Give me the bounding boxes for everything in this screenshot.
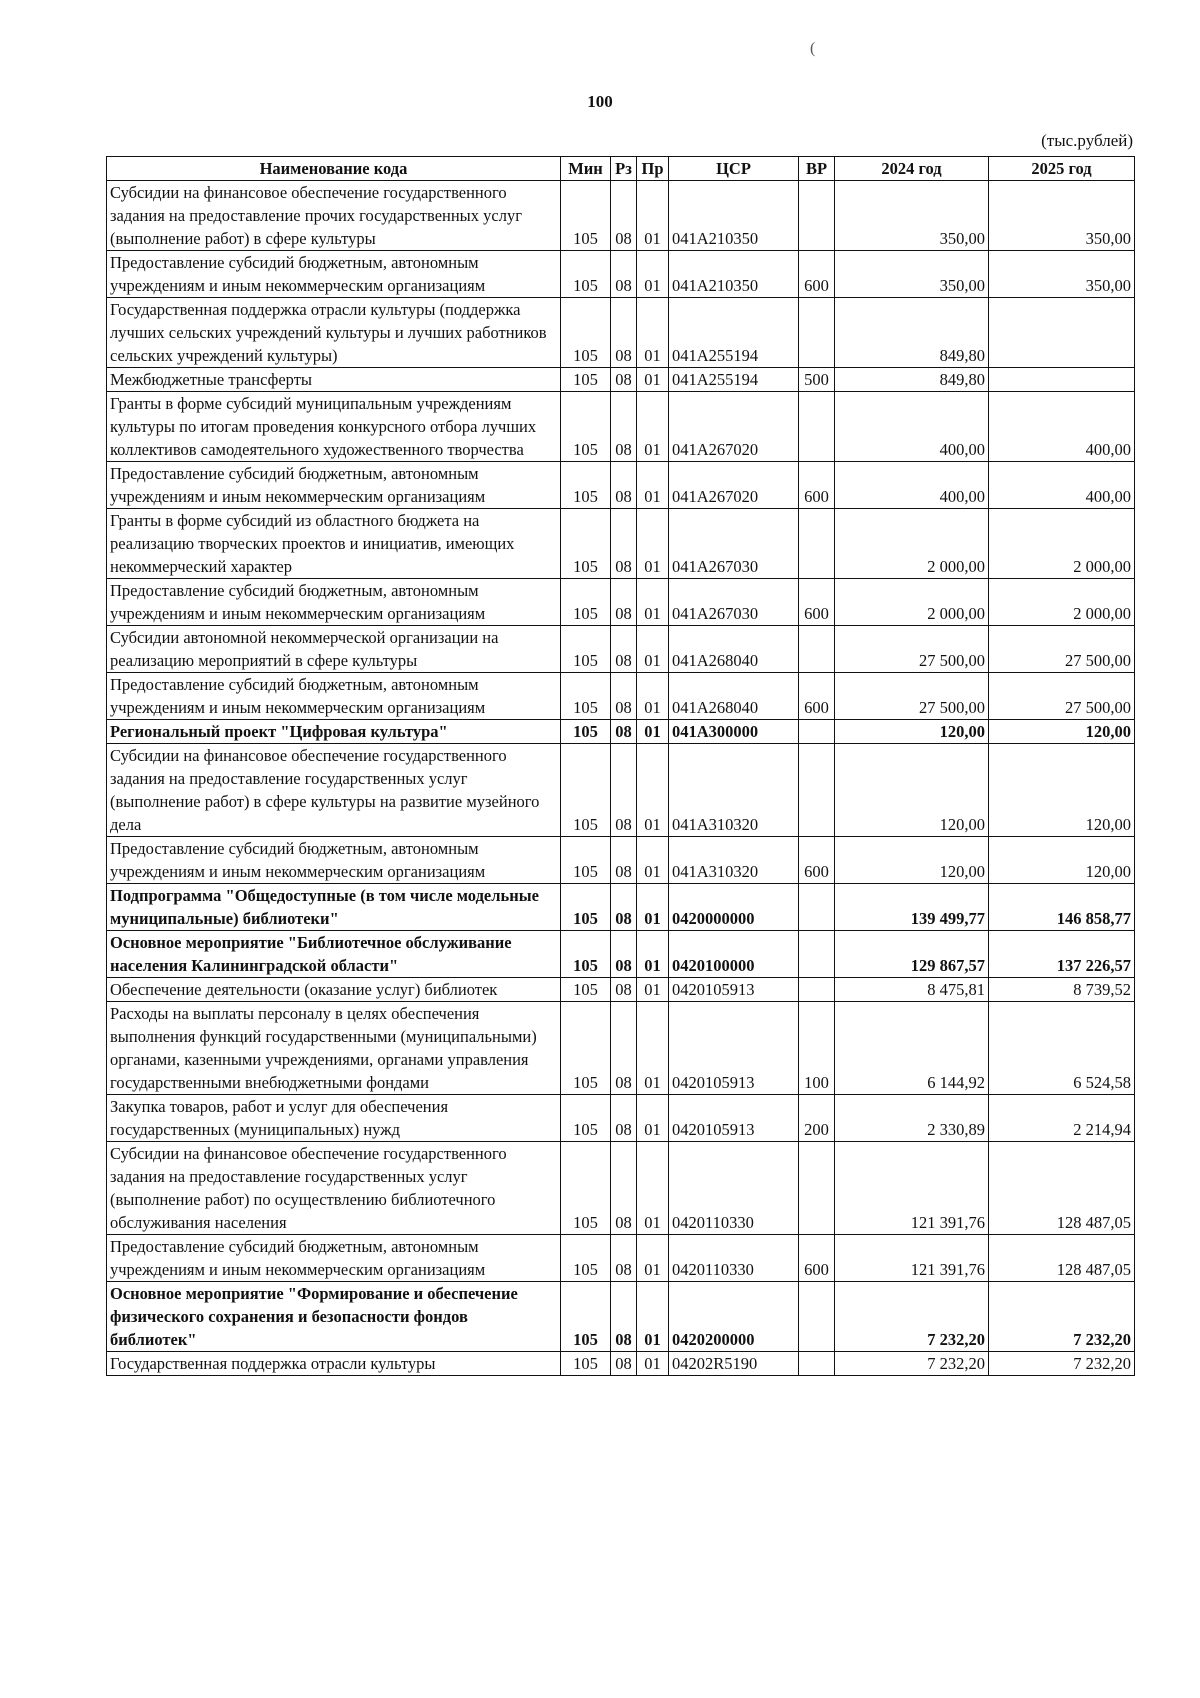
cell-rz: 08 <box>611 837 637 884</box>
cell-csr: 0420200000 <box>669 1282 799 1352</box>
cell-2025: 400,00 <box>989 462 1135 509</box>
cell-rz: 08 <box>611 1352 637 1376</box>
cell-pr: 01 <box>637 884 669 931</box>
cell-2024: 27 500,00 <box>835 673 989 720</box>
cell-2024: 400,00 <box>835 392 989 462</box>
cell-csr: 041A267030 <box>669 579 799 626</box>
cell-2024: 120,00 <box>835 837 989 884</box>
cell-vr <box>799 392 835 462</box>
table-row <box>107 1282 1135 1352</box>
cell-2025: 27 500,00 <box>989 626 1135 673</box>
cell-2025: 400,00 <box>989 392 1135 462</box>
cell-2024: 139 499,77 <box>835 884 989 931</box>
cell-2024: 27 500,00 <box>835 626 989 673</box>
cell-2024: 350,00 <box>835 181 989 251</box>
cell-name: Предоставление субсидий бюджетным, автономным учреждениям и иным некоммерческим организациям <box>107 579 561 626</box>
cell-csr: 041A267020 <box>669 462 799 509</box>
table-row <box>107 392 1135 462</box>
cell-2024: 7 232,20 <box>835 1282 989 1352</box>
header-rz: Рз <box>611 157 637 181</box>
cell-vr <box>799 744 835 837</box>
cell-csr: 0420100000 <box>669 931 799 978</box>
cell-name: Закупка товаров, работ и услуг для обеспечения государственных (муниципальных) нужд <box>107 1095 561 1142</box>
cell-csr: 041A255194 <box>669 368 799 392</box>
cell-2024: 400,00 <box>835 462 989 509</box>
cell-min: 105 <box>561 1235 611 1282</box>
cell-2025: 7 232,20 <box>989 1352 1135 1376</box>
table-row <box>107 720 1135 744</box>
cell-pr: 01 <box>637 1352 669 1376</box>
cell-2025: 120,00 <box>989 744 1135 837</box>
cell-name: Субсидии на финансовое обеспечение государственного задания на предоставление прочих государственных услуг (выполнение работ) в сфере культуры <box>107 181 561 251</box>
cell-name: Расходы на выплаты персоналу в целях обеспечения выполнения функций государственными (муниципальными) органами, казенными учреждениями, органами управления государственными внебюджетными фондами <box>107 1002 561 1095</box>
cell-rz: 08 <box>611 298 637 368</box>
cell-rz: 08 <box>611 509 637 579</box>
cell-csr: 04202R5190 <box>669 1352 799 1376</box>
table-row <box>107 1352 1135 1376</box>
cell-pr: 01 <box>637 368 669 392</box>
cell-2024: 120,00 <box>835 720 989 744</box>
table-row <box>107 579 1135 626</box>
cell-2025: 146 858,77 <box>989 884 1135 931</box>
cell-2025: 128 487,05 <box>989 1142 1135 1235</box>
cell-min: 105 <box>561 626 611 673</box>
cell-rz: 08 <box>611 1142 637 1235</box>
cell-csr: 0420000000 <box>669 884 799 931</box>
table-row <box>107 931 1135 978</box>
cell-min: 105 <box>561 673 611 720</box>
cell-pr: 01 <box>637 181 669 251</box>
cell-2024: 8 475,81 <box>835 978 989 1002</box>
budget-table <box>106 156 1135 1376</box>
cell-vr: 600 <box>799 579 835 626</box>
cell-name: Региональный проект "Цифровая культура" <box>107 720 561 744</box>
header-2025: 2025 год <box>989 157 1135 181</box>
cell-vr <box>799 1352 835 1376</box>
cell-rz: 08 <box>611 462 637 509</box>
cell-rz: 08 <box>611 181 637 251</box>
cell-2025: 137 226,57 <box>989 931 1135 978</box>
cell-2025: 27 500,00 <box>989 673 1135 720</box>
cell-name: Субсидии автономной некоммерческой организации на реализацию мероприятий в сфере культуры <box>107 626 561 673</box>
header-csr: ЦСР <box>669 157 799 181</box>
stray-mark: ( <box>810 40 816 57</box>
cell-min: 105 <box>561 837 611 884</box>
cell-name: Субсидии на финансовое обеспечение государственного задания на предоставление государственных услуг (выполнение работ) по осуществлению библиотечного обслуживания населения <box>107 1142 561 1235</box>
cell-rz: 08 <box>611 1095 637 1142</box>
cell-vr: 500 <box>799 368 835 392</box>
cell-csr: 041A268040 <box>669 626 799 673</box>
cell-name: Гранты в форме субсидий из областного бюджета на реализацию творческих проектов и инициатив, имеющих некоммерческий характер <box>107 509 561 579</box>
cell-vr <box>799 720 835 744</box>
cell-vr <box>799 509 835 579</box>
cell-rz: 08 <box>611 251 637 298</box>
cell-vr: 600 <box>799 1235 835 1282</box>
cell-name: Предоставление субсидий бюджетным, автономным учреждениям и иным некоммерческим организациям <box>107 673 561 720</box>
cell-2024: 849,80 <box>835 298 989 368</box>
cell-2024: 2 000,00 <box>835 509 989 579</box>
table-row <box>107 837 1135 884</box>
cell-pr: 01 <box>637 579 669 626</box>
cell-vr: 600 <box>799 251 835 298</box>
header-vr: ВР <box>799 157 835 181</box>
cell-csr: 041A210350 <box>669 251 799 298</box>
cell-vr: 600 <box>799 673 835 720</box>
cell-2025: 350,00 <box>989 251 1135 298</box>
cell-rz: 08 <box>611 392 637 462</box>
cell-min: 105 <box>561 1142 611 1235</box>
cell-vr: 600 <box>799 462 835 509</box>
table-row <box>107 509 1135 579</box>
cell-name: Межбюджетные трансферты <box>107 368 561 392</box>
cell-pr: 01 <box>637 626 669 673</box>
cell-rz: 08 <box>611 744 637 837</box>
cell-rz: 08 <box>611 1282 637 1352</box>
cell-name: Подпрограмма "Общедоступные (в том числе модельные муниципальные) библиотеки" <box>107 884 561 931</box>
cell-csr: 041A267030 <box>669 509 799 579</box>
cell-pr: 01 <box>637 1142 669 1235</box>
cell-csr: 041A267020 <box>669 392 799 462</box>
cell-2024: 121 391,76 <box>835 1235 989 1282</box>
table-row <box>107 298 1135 368</box>
cell-vr <box>799 931 835 978</box>
cell-name: Основное мероприятие "Библиотечное обслуживание населения Калининградской области" <box>107 931 561 978</box>
cell-csr: 0420105913 <box>669 978 799 1002</box>
cell-rz: 08 <box>611 720 637 744</box>
cell-min: 105 <box>561 1095 611 1142</box>
cell-vr <box>799 626 835 673</box>
cell-pr: 01 <box>637 931 669 978</box>
cell-2024: 120,00 <box>835 744 989 837</box>
cell-min: 105 <box>561 1282 611 1352</box>
cell-pr: 01 <box>637 837 669 884</box>
cell-pr: 01 <box>637 392 669 462</box>
cell-rz: 08 <box>611 368 637 392</box>
cell-csr: 0420105913 <box>669 1095 799 1142</box>
cell-rz: 08 <box>611 626 637 673</box>
cell-pr: 01 <box>637 1095 669 1142</box>
cell-min: 105 <box>561 1002 611 1095</box>
cell-name: Предоставление субсидий бюджетным, автономным учреждениям и иным некоммерческим организациям <box>107 462 561 509</box>
cell-2025: 2 214,94 <box>989 1095 1135 1142</box>
table-row <box>107 251 1135 298</box>
cell-name: Предоставление субсидий бюджетным, автономным учреждениям и иным некоммерческим организациям <box>107 1235 561 1282</box>
cell-vr <box>799 978 835 1002</box>
cell-vr <box>799 884 835 931</box>
cell-min: 105 <box>561 392 611 462</box>
page-number: 100 <box>587 92 613 111</box>
table-body <box>107 181 1135 1376</box>
cell-2025 <box>989 368 1135 392</box>
cell-min: 105 <box>561 368 611 392</box>
cell-pr: 01 <box>637 744 669 837</box>
header-pr: Пр <box>637 157 669 181</box>
table-row <box>107 978 1135 1002</box>
cell-name: Государственная поддержка отрасли культуры <box>107 1352 561 1376</box>
cell-pr: 01 <box>637 1235 669 1282</box>
cell-min: 105 <box>561 931 611 978</box>
table-row <box>107 884 1135 931</box>
cell-min: 105 <box>561 884 611 931</box>
cell-min: 105 <box>561 462 611 509</box>
cell-pr: 01 <box>637 1282 669 1352</box>
cell-csr: 041A310320 <box>669 744 799 837</box>
header-min: Мин <box>561 157 611 181</box>
cell-rz: 08 <box>611 1002 637 1095</box>
cell-name: Предоставление субсидий бюджетным, автономным учреждениям и иным некоммерческим организациям <box>107 837 561 884</box>
cell-pr: 01 <box>637 509 669 579</box>
cell-min: 105 <box>561 978 611 1002</box>
cell-rz: 08 <box>611 579 637 626</box>
cell-2025: 8 739,52 <box>989 978 1135 1002</box>
cell-vr <box>799 181 835 251</box>
cell-min: 105 <box>561 251 611 298</box>
cell-2025: 120,00 <box>989 837 1135 884</box>
table-row <box>107 181 1135 251</box>
cell-min: 105 <box>561 181 611 251</box>
cell-2025: 2 000,00 <box>989 579 1135 626</box>
table-row <box>107 1002 1135 1095</box>
header-name: Наименование кода <box>107 157 561 181</box>
cell-2025: 128 487,05 <box>989 1235 1135 1282</box>
cell-name: Предоставление субсидий бюджетным, автономным учреждениям и иным некоммерческим организациям <box>107 251 561 298</box>
cell-rz: 08 <box>611 978 637 1002</box>
cell-csr: 041A255194 <box>669 298 799 368</box>
cell-rz: 08 <box>611 884 637 931</box>
cell-min: 105 <box>561 720 611 744</box>
cell-2024: 2 330,89 <box>835 1095 989 1142</box>
cell-vr: 100 <box>799 1002 835 1095</box>
table-row <box>107 744 1135 837</box>
cell-pr: 01 <box>637 298 669 368</box>
cell-2024: 2 000,00 <box>835 579 989 626</box>
cell-2024: 849,80 <box>835 368 989 392</box>
table-row <box>107 462 1135 509</box>
cell-vr <box>799 1282 835 1352</box>
cell-pr: 01 <box>637 1002 669 1095</box>
cell-vr <box>799 1142 835 1235</box>
cell-name: Обеспечение деятельности (оказание услуг) библиотек <box>107 978 561 1002</box>
cell-min: 105 <box>561 744 611 837</box>
cell-min: 105 <box>561 579 611 626</box>
table-row <box>107 1235 1135 1282</box>
cell-2025: 120,00 <box>989 720 1135 744</box>
header-row <box>107 157 1135 181</box>
table-row <box>107 626 1135 673</box>
cell-csr: 041A210350 <box>669 181 799 251</box>
cell-2024: 7 232,20 <box>835 1352 989 1376</box>
table-row <box>107 368 1135 392</box>
cell-csr: 041A310320 <box>669 837 799 884</box>
cell-name: Основное мероприятие "Формирование и обеспечение физического сохранения и безопасности фондов библиотек" <box>107 1282 561 1352</box>
units-label: (тыс.рублей) <box>1041 131 1133 150</box>
cell-csr: 041A268040 <box>669 673 799 720</box>
table-row <box>107 673 1135 720</box>
cell-vr: 200 <box>799 1095 835 1142</box>
cell-min: 105 <box>561 1352 611 1376</box>
cell-pr: 01 <box>637 673 669 720</box>
cell-rz: 08 <box>611 931 637 978</box>
cell-min: 105 <box>561 298 611 368</box>
cell-pr: 01 <box>637 462 669 509</box>
cell-vr: 600 <box>799 837 835 884</box>
cell-name: Гранты в форме субсидий муниципальным учреждениям культуры по итогам проведения конкурсного отбора лучших коллективов самодеятельного художественного творчества <box>107 392 561 462</box>
header-2024: 2024 год <box>835 157 989 181</box>
table-row <box>107 1142 1135 1235</box>
cell-2025: 2 000,00 <box>989 509 1135 579</box>
cell-pr: 01 <box>637 251 669 298</box>
cell-name: Субсидии на финансовое обеспечение государственного задания на предоставление государственных услуг (выполнение работ) в сфере культуры на развитие музейного дела <box>107 744 561 837</box>
cell-2025 <box>989 298 1135 368</box>
cell-min: 105 <box>561 509 611 579</box>
cell-pr: 01 <box>637 978 669 1002</box>
cell-2024: 350,00 <box>835 251 989 298</box>
cell-vr <box>799 298 835 368</box>
cell-rz: 08 <box>611 1235 637 1282</box>
cell-csr: 0420110330 <box>669 1142 799 1235</box>
table-row <box>107 1095 1135 1142</box>
cell-pr: 01 <box>637 720 669 744</box>
cell-2024: 121 391,76 <box>835 1142 989 1235</box>
cell-csr: 0420105913 <box>669 1002 799 1095</box>
cell-csr: 041A300000 <box>669 720 799 744</box>
cell-2025: 350,00 <box>989 181 1135 251</box>
cell-2025: 7 232,20 <box>989 1282 1135 1352</box>
cell-csr: 0420110330 <box>669 1235 799 1282</box>
cell-name: Государственная поддержка отрасли культуры (поддержка лучших сельских учреждений культуры и лучших работников сельских учреждений культуры) <box>107 298 561 368</box>
cell-2024: 6 144,92 <box>835 1002 989 1095</box>
cell-rz: 08 <box>611 673 637 720</box>
cell-2024: 129 867,57 <box>835 931 989 978</box>
cell-2025: 6 524,58 <box>989 1002 1135 1095</box>
